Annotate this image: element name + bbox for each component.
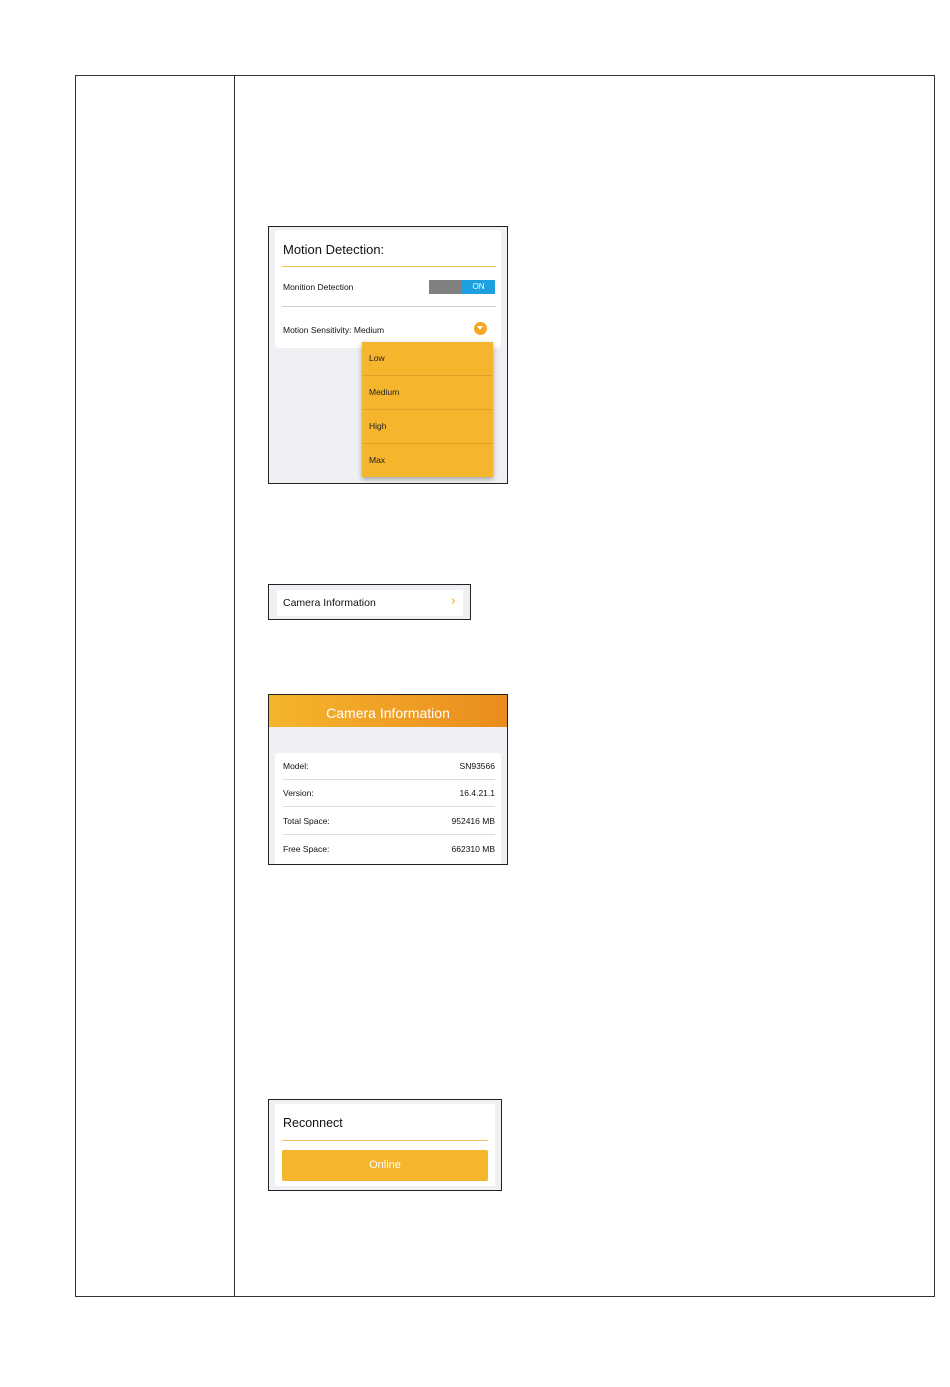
column-divider xyxy=(234,76,235,1296)
motion-sensitivity-label: Motion Sensitivity: Medium xyxy=(283,325,385,335)
chevron-right-icon: › xyxy=(450,594,456,609)
motion-detection-toggle-label: Monition Detection xyxy=(283,282,354,292)
online-button[interactable]: Online xyxy=(282,1150,488,1181)
divider xyxy=(283,806,495,807)
divider xyxy=(283,834,495,835)
dropdown-option-max[interactable]: Max xyxy=(369,455,386,465)
dropdown-option-low[interactable]: Low xyxy=(362,342,493,376)
dropdown-option-medium[interactable]: Medium xyxy=(362,376,493,410)
info-label: Model: xyxy=(283,761,309,771)
divider xyxy=(282,266,496,267)
divider xyxy=(282,306,496,307)
motion-detection-card xyxy=(275,230,501,348)
toggle-on-label: ON xyxy=(462,280,495,294)
camera-info-card xyxy=(275,753,501,865)
reconnect-card xyxy=(275,1104,495,1186)
camera-info-header: Camera Information xyxy=(269,695,507,727)
info-row-version xyxy=(283,780,495,807)
info-row-free-space xyxy=(283,836,495,863)
motion-detection-title: Motion Detection: xyxy=(283,242,385,257)
dropdown-option-high[interactable]: High xyxy=(362,410,493,444)
info-label: Version: xyxy=(283,788,314,798)
reconnect-title: Reconnect xyxy=(283,1116,343,1130)
info-label: Total Space: xyxy=(283,816,330,826)
camera-info-screenshot xyxy=(268,694,508,865)
chevron-down-icon[interactable] xyxy=(474,322,487,335)
camera-info-label: Camera Information xyxy=(283,597,376,609)
info-value: 662310 MB xyxy=(451,844,495,854)
motion-detection-screenshot xyxy=(268,226,508,484)
info-value: 16.4.21.1 xyxy=(459,788,495,798)
camera-info-link-screenshot xyxy=(268,584,471,620)
motion-detection-toggle[interactable] xyxy=(429,280,495,294)
info-row-total-space xyxy=(283,808,495,835)
info-value: 952416 MB xyxy=(451,816,495,826)
camera-info-row[interactable] xyxy=(277,590,463,616)
sensitivity-dropdown xyxy=(362,342,493,477)
document-table xyxy=(75,75,935,1297)
info-value: SN93566 xyxy=(459,761,495,771)
info-label: Free Space: xyxy=(283,844,330,854)
divider xyxy=(282,1140,488,1141)
reconnect-screenshot xyxy=(268,1099,502,1191)
info-row-model xyxy=(283,753,495,780)
